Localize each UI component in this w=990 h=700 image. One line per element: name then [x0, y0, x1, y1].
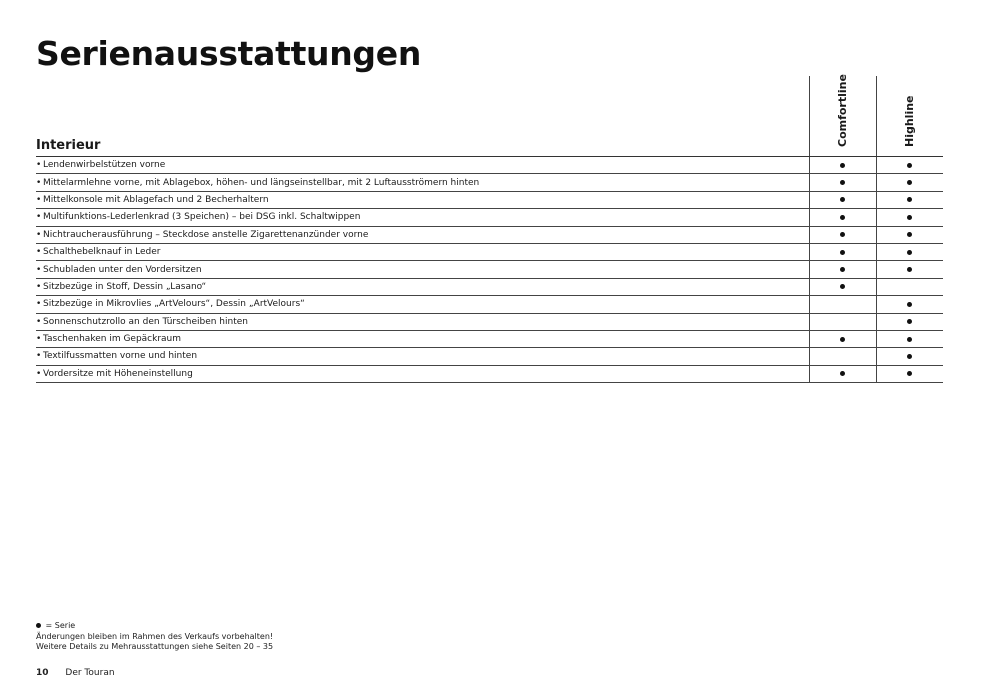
feature-name: Schalthebelknauf in Leder — [43, 247, 161, 258]
standard-dot-icon — [907, 319, 912, 324]
standard-dot-icon — [840, 215, 845, 220]
feature-name: Vordersitze mit Höheneinstellung — [43, 368, 193, 379]
table-row — [36, 157, 943, 174]
row-label — [36, 334, 809, 344]
standard-dot-icon — [907, 250, 912, 255]
table-row — [36, 192, 943, 209]
cell-comfortline — [809, 174, 876, 190]
cell-comfortline — [809, 192, 876, 208]
cell-comfortline — [809, 296, 876, 312]
standard-dot-icon — [907, 163, 912, 168]
feature-name: Mittelarmlehne vorne, mit Ablagebox, höhen- und längseinstellbar, mit 2 Luftausströmern hinten — [43, 177, 480, 188]
footnote-reference: Weitere Details zu Mehrausstattungen siehe Seiten 20 – 35 — [36, 642, 274, 651]
table-row — [36, 261, 943, 278]
column-header-highline: Highline — [903, 95, 916, 147]
standard-dot-icon — [907, 337, 912, 342]
cell-highline — [876, 331, 943, 347]
footnote-disclaimer: Änderungen bleiben im Rahmen des Verkaufs vorbehalten! — [36, 631, 274, 641]
cell-highline — [876, 227, 943, 243]
standard-dot-icon — [907, 354, 912, 359]
column-header-comfortline: Comfortline — [836, 74, 849, 147]
bullet-icon: • — [36, 281, 42, 292]
cell-comfortline — [809, 261, 876, 277]
row-label — [36, 351, 809, 361]
page-number: 10 — [36, 668, 49, 678]
bullet-icon: • — [36, 351, 42, 362]
cell-comfortline — [809, 331, 876, 347]
footnotes — [36, 621, 273, 653]
standard-dot-icon — [840, 250, 845, 255]
standard-dot-icon — [36, 623, 41, 628]
cell-comfortline — [809, 209, 876, 225]
bullet-icon: • — [36, 316, 42, 327]
standard-dot-icon — [907, 232, 912, 237]
feature-name: Sitzbezüge in Stoff, Dessin „Lasano“ — [43, 281, 207, 292]
bullet-icon: • — [36, 299, 42, 310]
standard-dot-icon — [840, 337, 845, 342]
table-row — [36, 244, 943, 261]
cell-highline — [876, 366, 943, 382]
standard-dot-icon — [840, 371, 845, 376]
cell-comfortline — [809, 244, 876, 260]
row-label — [36, 178, 809, 188]
row-label — [36, 230, 809, 240]
bullet-icon: • — [36, 229, 42, 240]
cell-comfortline — [809, 227, 876, 243]
section-title: Interieur — [36, 138, 101, 153]
page-footer — [36, 668, 115, 678]
table-row — [36, 279, 943, 296]
cell-highline — [876, 209, 943, 225]
equipment-table — [36, 156, 943, 383]
standard-dot-icon — [840, 180, 845, 185]
cell-highline — [876, 192, 943, 208]
feature-name: Nichtraucherausführung – Steckdose anstelle Zigarettenanzünder vorne — [43, 229, 369, 240]
cell-comfortline — [809, 279, 876, 295]
bullet-icon: • — [36, 334, 42, 345]
feature-name: Lendenwirbelstützen vorne — [43, 160, 166, 171]
standard-dot-icon — [907, 197, 912, 202]
table-row — [36, 314, 943, 331]
cell-highline — [876, 174, 943, 190]
row-label — [36, 369, 809, 379]
row-label — [36, 299, 809, 309]
feature-name: Multifunktions-Lederlenkrad (3 Speichen) – bei DSG inkl. Schaltwippen — [43, 212, 361, 223]
table-row — [36, 296, 943, 313]
bullet-icon: • — [36, 160, 42, 171]
bullet-icon: • — [36, 212, 42, 223]
feature-name: Schubladen unter den Vordersitzen — [43, 264, 202, 275]
cell-comfortline — [809, 157, 876, 173]
cell-comfortline — [809, 366, 876, 382]
legend — [36, 621, 273, 632]
cell-comfortline — [809, 348, 876, 364]
bullet-icon: • — [36, 194, 42, 205]
table-row — [36, 348, 943, 365]
feature-name: Mittelkonsole mit Ablagefach und 2 Becherhaltern — [43, 194, 269, 205]
row-label — [36, 282, 809, 292]
standard-dot-icon — [840, 197, 845, 202]
bullet-icon: • — [36, 177, 42, 188]
bullet-icon: • — [36, 247, 42, 258]
table-row — [36, 209, 943, 226]
legend-text: = Serie — [45, 621, 76, 630]
standard-dot-icon — [907, 180, 912, 185]
standard-dot-icon — [907, 267, 912, 272]
bullet-icon: • — [36, 368, 42, 379]
standard-dot-icon — [907, 302, 912, 307]
bullet-icon: • — [36, 264, 42, 275]
feature-name: Textilfussmatten vorne und hinten — [43, 351, 198, 362]
standard-dot-icon — [840, 267, 845, 272]
cell-highline — [876, 157, 943, 173]
cell-highline — [876, 279, 943, 295]
feature-name: Taschenhaken im Gepäckraum — [43, 334, 182, 345]
page-title: Serienausstattungen — [36, 34, 422, 73]
publication-name: Der Touran — [65, 668, 115, 678]
table-row — [36, 366, 943, 383]
cell-highline — [876, 261, 943, 277]
standard-dot-icon — [840, 284, 845, 289]
row-label — [36, 265, 809, 275]
standard-dot-icon — [907, 371, 912, 376]
row-label — [36, 212, 809, 222]
cell-comfortline — [809, 314, 876, 330]
cell-highline — [876, 348, 943, 364]
row-label — [36, 195, 809, 205]
standard-dot-icon — [907, 215, 912, 220]
table-row — [36, 331, 943, 348]
row-label — [36, 160, 809, 170]
feature-name: Sonnenschutzrollo an den Türscheiben hinten — [43, 316, 248, 327]
feature-name: Sitzbezüge in Mikrovlies „ArtVelours“, Dessin „ArtVelours“ — [43, 299, 305, 310]
row-label — [36, 247, 809, 257]
standard-dot-icon — [840, 163, 845, 168]
row-label — [36, 317, 809, 327]
cell-highline — [876, 244, 943, 260]
standard-dot-icon — [840, 232, 845, 237]
cell-highline — [876, 296, 943, 312]
table-row — [36, 227, 943, 244]
table-row — [36, 174, 943, 191]
cell-highline — [876, 314, 943, 330]
